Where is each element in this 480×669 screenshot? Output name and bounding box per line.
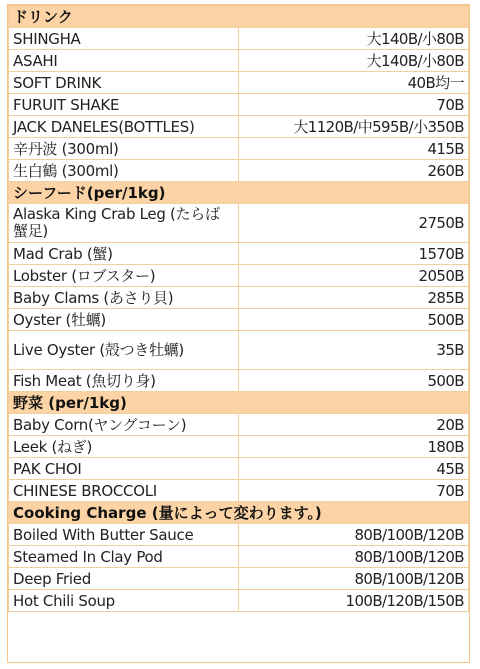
section-header <box>9 392 469 414</box>
menu-item-row <box>9 50 469 72</box>
item-name: Hot Chili Soup <box>9 590 239 612</box>
menu-item-row <box>9 204 469 243</box>
item-price: 2050B <box>239 265 469 287</box>
menu-item-row <box>9 28 469 50</box>
item-name: 生白鶴 (300ml) <box>9 160 239 182</box>
menu-item-row <box>9 138 469 160</box>
item-name: SHINGHA <box>9 28 239 50</box>
item-price: 285B <box>239 287 469 309</box>
section-title: Cooking Charge (量によって変わります。) <box>9 502 469 524</box>
menu-item-row <box>9 331 469 370</box>
menu-table-body <box>9 6 469 612</box>
menu-price-list <box>7 4 470 663</box>
item-name: Steamed In Clay Pod <box>9 546 239 568</box>
menu-table <box>8 5 469 612</box>
menu-item-row <box>9 72 469 94</box>
section-title: 野菜 (per/1kg) <box>9 392 469 414</box>
item-name: Boiled With Butter Sauce <box>9 524 239 546</box>
item-name: Baby Corn(ヤングコーン) <box>9 414 239 436</box>
item-price: 45B <box>239 458 469 480</box>
section-title: シーフード(per/1kg) <box>9 182 469 204</box>
item-price: 大1120B/中595B/小350B <box>239 116 469 138</box>
menu-item-row <box>9 309 469 331</box>
section-header <box>9 6 469 28</box>
menu-item-row <box>9 524 469 546</box>
item-name: CHINESE BROCCOLI <box>9 480 239 502</box>
item-name: Oyster (牡蠣) <box>9 309 239 331</box>
item-name: Baby Clams (あさり貝) <box>9 287 239 309</box>
menu-item-row <box>9 94 469 116</box>
item-name: FURUIT SHAKE <box>9 94 239 116</box>
item-name: Leek (ねぎ) <box>9 436 239 458</box>
item-price: 20B <box>239 414 469 436</box>
menu-item-row <box>9 480 469 502</box>
menu-item-row <box>9 414 469 436</box>
item-name: ASAHI <box>9 50 239 72</box>
section-title: ドリンク <box>9 6 469 28</box>
section-header <box>9 502 469 524</box>
item-price: 180B <box>239 436 469 458</box>
item-name: Lobster (ロブスター) <box>9 265 239 287</box>
item-name: Live Oyster (殻つき牡蠣) <box>9 331 239 370</box>
menu-item-row <box>9 243 469 265</box>
menu-item-row <box>9 116 469 138</box>
item-name: JACK DANELES(BOTTLES) <box>9 116 239 138</box>
item-name: SOFT DRINK <box>9 72 239 94</box>
menu-item-row <box>9 436 469 458</box>
menu-item-row <box>9 287 469 309</box>
section-header <box>9 182 469 204</box>
menu-item-row <box>9 590 469 612</box>
item-price: 415B <box>239 138 469 160</box>
item-price: 大140B/小80B <box>239 50 469 72</box>
item-name: PAK CHOI <box>9 458 239 480</box>
item-price: 500B <box>239 370 469 392</box>
item-price: 80B/100B/120B <box>239 546 469 568</box>
item-price: 500B <box>239 309 469 331</box>
menu-item-row <box>9 458 469 480</box>
item-price: 80B/100B/120B <box>239 568 469 590</box>
menu-item-row <box>9 265 469 287</box>
menu-item-row <box>9 568 469 590</box>
item-name: Fish Meat (魚切り身) <box>9 370 239 392</box>
item-price: 70B <box>239 480 469 502</box>
item-price: 1570B <box>239 243 469 265</box>
item-name: Deep Fried <box>9 568 239 590</box>
item-price: 2750B <box>239 204 469 243</box>
item-price: 260B <box>239 160 469 182</box>
item-price: 大140B/小80B <box>239 28 469 50</box>
item-price: 80B/100B/120B <box>239 524 469 546</box>
item-price: 35B <box>239 331 469 370</box>
item-price: 40B均一 <box>239 72 469 94</box>
item-name: 辛丹波 (300ml) <box>9 138 239 160</box>
item-price: 100B/120B/150B <box>239 590 469 612</box>
item-name: Mad Crab (蟹) <box>9 243 239 265</box>
item-name: Alaska King Crab Leg (たらば蟹足) <box>9 204 239 243</box>
menu-item-row <box>9 160 469 182</box>
item-price: 70B <box>239 94 469 116</box>
menu-item-row <box>9 370 469 392</box>
menu-item-row <box>9 546 469 568</box>
